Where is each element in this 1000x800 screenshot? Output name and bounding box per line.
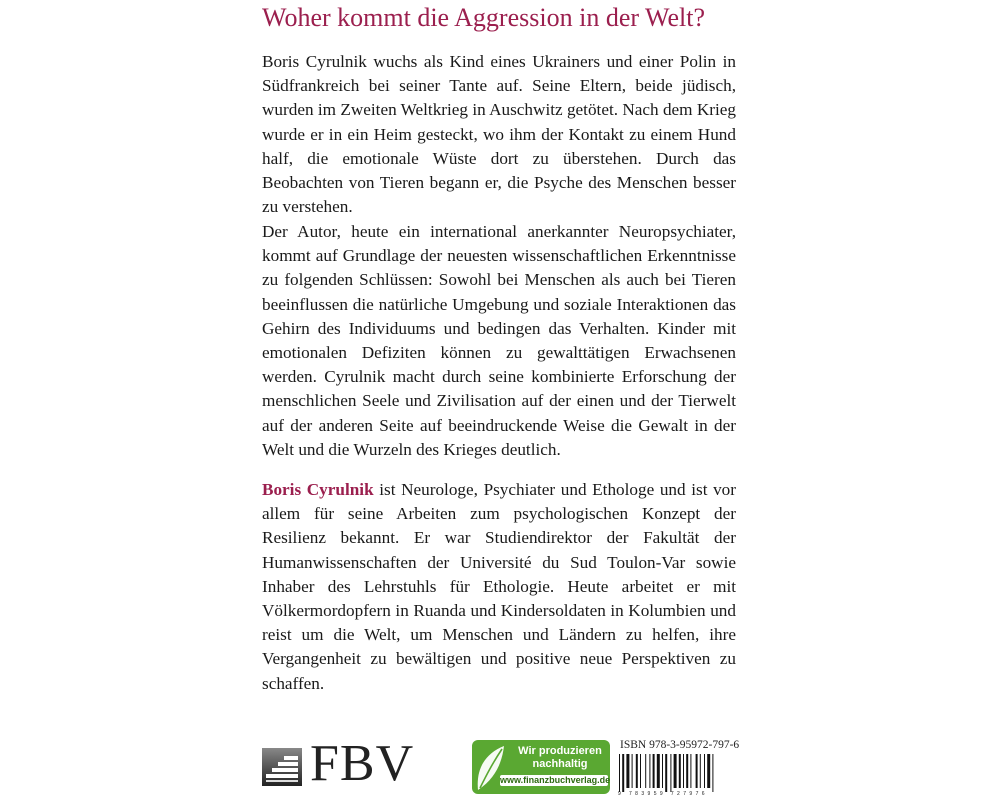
stairs-logo-icon — [262, 748, 302, 786]
publisher-name: FBV — [310, 735, 415, 792]
barcode-icon — [618, 754, 738, 792]
summary-paragraph-2: Der Autor, heute ein international anerkannter Neuropsychiater, kommt auf Grundlage der neuesten wissenschaftlichen Erkenntnisse zu folgenden Schlüssen: Sowohl bei Menschen als auch bei Tieren beeinflussen die natürliche Umgebung und soziale Interaktionen das Gehirn des Individuums und bedingen das Verhalten. Kinder mit emotionalen Defiziten können zu gewalttätigen Erwachsenen werden. Cyrulnik macht durch seine kombinierte Erforschung der menschlichen Seele und Zivilisation auf der einen und der Tierwelt auf der anderen Seite auf beeindruckende Weise die Gewalt in der Welt und die Wurzeln des Krieges deutlich. — [262, 222, 736, 459]
back-cover-title: Woher kommt die Aggression in der Welt? — [262, 3, 706, 32]
barcode-digits: 9 783959 727976 — [618, 791, 708, 797]
badge-line-1: Wir produzieren — [518, 745, 602, 757]
author-bio-text: ist Neurologe, Psychiater und Ethologe und ist vor allem für seine Arbeiten zum psychologischen Konzept der Resilienz bekannt. Er war Studiendirektor der Fakultät der Humanwissenschaften der Université du Sud Toulon-Var sowie Inhaber des Lehrstuhls für Ethologie. Heute arbeitet er mit Völkermordopfern in Ruanda und Kindersoldaten in Kolumbien und reist um die Welt, um Menschen und Ländern zu helfen, ihre Vergangenheit zu bewältigen und positive neue Perspektiven zu schaffen. — [262, 480, 736, 693]
publisher-logo — [262, 735, 415, 792]
author-bio-paragraph — [262, 478, 736, 696]
summary-paragraph-1: Boris Cyrulnik wuchs als Kind eines Ukrainers und einer Polin in Südfrankreich bei seiner Tante auf. Seine Eltern, beide jüdisch, wurden im Zweiten Weltkrieg in Auschwitz getötet. Nach dem Krieg wurde er in ein Heim gesteckt, wo ihm der Kontakt zu einem Hund half, die emotionale Wüste dort zu überstehen. Durch das Beobachten von Tieren begann er, die Psyche des Menschen besser zu verstehen. — [262, 52, 736, 217]
badge-line-2: nachhaltig — [532, 758, 588, 770]
author-name: Boris Cyrulnik — [262, 480, 374, 499]
badge-url: www.finanzbuchverlag.de — [500, 775, 610, 785]
isbn-label: ISBN 978-3-95972-797-6 — [620, 739, 740, 751]
sustainability-badge — [472, 740, 610, 794]
